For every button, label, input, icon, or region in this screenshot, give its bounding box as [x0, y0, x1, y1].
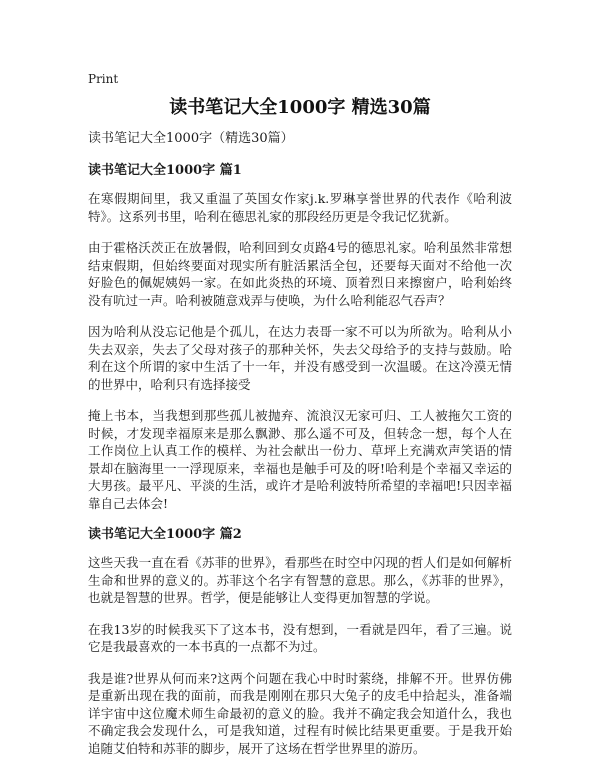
paragraph: 这些天我一直在看《苏菲的世界》，看那些在时空中闪现的哲人们是如何解析生命和世界的意义的。苏菲这个名字有智慧的意思。那么，《苏菲的世界》，也就是智慧的世界。哲学，便是能够让人变得更加智慧的学说。 — [88, 555, 512, 605]
paragraph: 在寒假期间里，我又重温了英国女作家j.k.罗琳享誉世界的代表作《哈利波特》。这系列书里，哈利在德思礼家的那段经历更是令我记忆犹新。 — [88, 191, 512, 224]
paragraph: 我是谁?世界从何而来?这两个问题在我心中时时萦绕，排解不开。世界仿佛是重新出现在我的面前，而我是刚刚在那只大兔子的皮毛中拾起头，准备端详宇宙中这位魔术师生命最初的意义的脸。我并不确定我会知道什么，我也不确定我会发现什么，可是我知道，过程有时候比结果更重要。于是我开始追随艾伯特和苏菲的脚步，展开了这场在哲学世界里的游历。 — [88, 670, 512, 756]
section-1 — [88, 162, 512, 512]
section-heading: 读书笔记大全1000字 篇2 — [88, 527, 242, 542]
page-title: 读书笔记大全1000字 精选30篇 — [169, 97, 431, 118]
document-subtitle: 读书笔记大全1000字（精选30篇） — [88, 131, 294, 146]
paragraph: 在我13岁的时候我买下了这本书，没有想到，一看就是四年，看了三遍。说它是我最喜欢的一本书真的一点都不为过。 — [88, 621, 512, 654]
print-label: Print — [88, 72, 119, 86]
paragraph: 因为哈利从没忘记他是个孤儿，在达力表哥一家不可以为所欲为。哈利从小失去双亲，失去了父母对孩子的那种关怀，失去父母给予的支持与鼓励。哈利在这个所谓的家中生活了十一年，并没有感受到一次温暖。在这冷漠无情的世界中，哈利只有选择接受 — [88, 324, 512, 392]
paragraph: 掩上书本，当我想到那些孤儿被抛弃、流浪汉无家可归、工人被拖欠工资的时候，才发现幸福原来是那么飘渺、那么遥不可及，但转念一想，每个人在工作岗位上认真工作的模样、为社会献出一份力、草坪上充满欢声笑语的情景却在脑海里一一浮现原来，幸福也是触手可及的呀!哈利是个幸福又幸运的大男孩。最平凡、平淡的生活，或许才是哈利波特所希望的幸福吧!只因幸福靠自己去体会! — [88, 408, 512, 511]
section-heading: 读书笔记大全1000字 篇1 — [88, 163, 242, 178]
paragraph: 由于霍格沃茨正在放暑假，哈利回到女贞路4号的德思礼家。哈利虽然非常想结束假期，但始终要面对现实所有脏活累活全包，还要每天面对不给他一次好脸色的佩妮姨妈一家。在如此炎热的环境、顶着烈日来擦窗户，哈利始终没有吭过一声。哈利被随意戏弄与使唤，为什么哈利能忍气吞声？ — [88, 240, 512, 308]
section-2 — [88, 526, 512, 757]
